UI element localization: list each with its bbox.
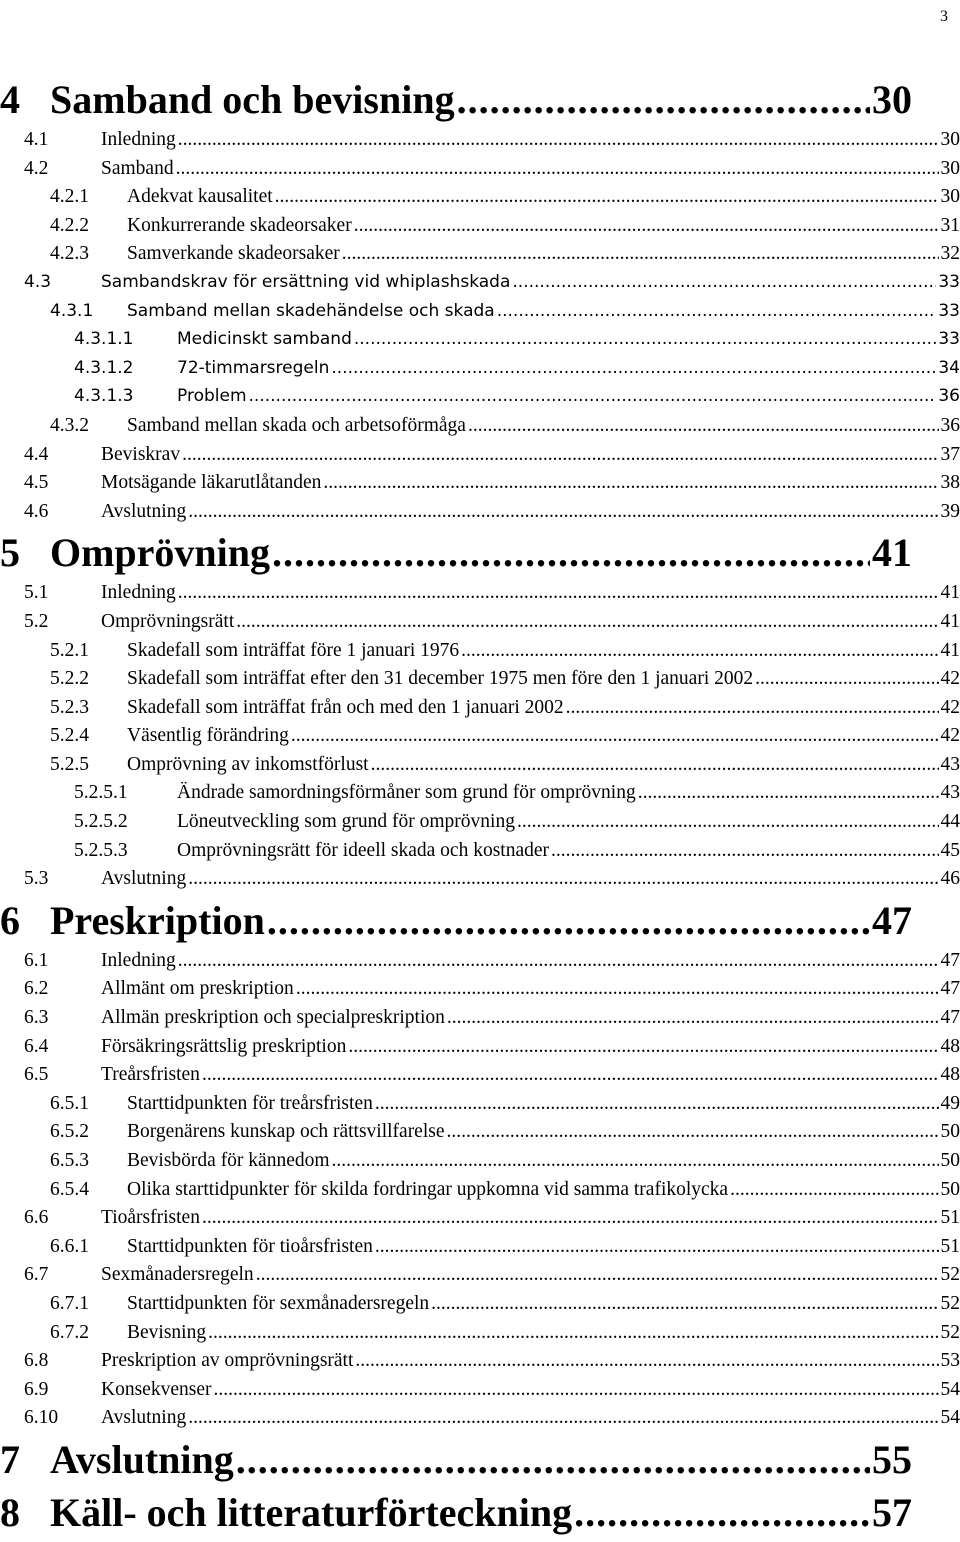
toc-entry[interactable] xyxy=(0,1350,960,1379)
toc-entry-title: Samband och bevisning xyxy=(50,76,457,123)
dot-leader xyxy=(447,1007,939,1029)
toc-entry-number: 6.7.2 xyxy=(50,1322,127,1344)
toc-entry-title: Löneutveckling som grund för omprövning xyxy=(177,811,517,833)
toc-entry-number: 5.2 xyxy=(24,611,101,633)
toc-entry-page: 45 xyxy=(939,840,960,862)
toc-entry-number: 5.2.1 xyxy=(50,640,127,662)
dot-leader xyxy=(188,501,938,523)
toc-entry-number: 4.3.1.1 xyxy=(74,329,177,349)
dot-leader xyxy=(354,329,936,349)
toc-entry-number: 6.5.4 xyxy=(50,1179,127,1201)
table-of-contents xyxy=(0,76,960,1542)
toc-entry-title: Allmän preskription och specialpreskription xyxy=(101,1007,447,1029)
toc-entry-page: 41 xyxy=(870,529,912,576)
dot-leader xyxy=(512,272,936,292)
toc-entry[interactable] xyxy=(0,868,960,897)
toc-entry-number: 5.2.5.1 xyxy=(74,782,177,804)
toc-entry-title: Problem xyxy=(177,386,249,406)
toc-entry-number: 6.7.1 xyxy=(50,1293,127,1315)
toc-entry-number: 8 xyxy=(0,1489,50,1536)
dot-leader xyxy=(182,444,938,466)
toc-entry[interactable] xyxy=(0,158,960,187)
toc-entry-number: 5.2.3 xyxy=(50,697,127,719)
toc-entry-title: Omprövningsrätt för ideell skada och kostnader xyxy=(177,840,551,862)
toc-entry-number: 4.3 xyxy=(24,272,101,292)
toc-chapter-entry[interactable] xyxy=(0,1436,960,1489)
dot-leader xyxy=(461,640,938,662)
dot-leader xyxy=(755,668,938,690)
toc-entry-title: Samband mellan skada och arbetsoförmåga xyxy=(127,415,468,437)
toc-entry-number: 5.2.4 xyxy=(50,725,127,747)
toc-entry-page: 50 xyxy=(939,1150,960,1172)
toc-entry-title: Preskription av omprövningsrätt xyxy=(101,1350,355,1372)
dot-leader xyxy=(249,386,937,406)
toc-entry-page: 47 xyxy=(939,978,960,1000)
toc-entry-number: 6.4 xyxy=(24,1036,101,1058)
toc-entry-title: Tioårsfristen xyxy=(101,1207,202,1229)
toc-entry-title: Sexmånadersregeln xyxy=(101,1264,256,1286)
page-number: 3 xyxy=(940,8,948,26)
toc-entry-number: 4.1 xyxy=(24,129,101,151)
toc-entry-title: Omprövning xyxy=(50,529,272,576)
toc-entry-page: 39 xyxy=(939,501,960,523)
toc-entry-title: Käll- och litteraturförteckning xyxy=(50,1489,574,1536)
toc-entry[interactable] xyxy=(0,329,960,358)
toc-entry-number: 6.6.1 xyxy=(50,1236,127,1258)
toc-entry[interactable] xyxy=(0,1150,960,1179)
toc-chapter-entry[interactable] xyxy=(0,76,960,129)
toc-entry-title: Avslutning xyxy=(50,1436,236,1483)
toc-entry[interactable] xyxy=(0,811,960,840)
toc-entry-title: Avslutning xyxy=(101,1407,188,1429)
dot-leader xyxy=(468,415,939,437)
toc-entry[interactable] xyxy=(0,782,960,811)
toc-entry-page: 42 xyxy=(939,668,960,690)
toc-entry[interactable] xyxy=(0,1121,960,1150)
toc-entry[interactable] xyxy=(0,243,960,272)
toc-entry-number: 4.2.2 xyxy=(50,215,127,237)
toc-entry-number: 7 xyxy=(0,1436,50,1483)
toc-entry-title: Inledning xyxy=(101,950,178,972)
toc-entry-number: 4.4 xyxy=(24,444,101,466)
toc-entry[interactable] xyxy=(0,501,960,530)
dot-leader xyxy=(574,1489,870,1536)
toc-entry-number: 5.1 xyxy=(24,582,101,604)
toc-entry-number: 6.5 xyxy=(24,1064,101,1086)
toc-entry-number: 5.2.5 xyxy=(50,754,127,776)
toc-entry-page: 47 xyxy=(939,1007,960,1029)
toc-chapter-entry[interactable] xyxy=(0,1489,960,1542)
toc-entry-page: 36 xyxy=(939,415,960,437)
toc-entry[interactable] xyxy=(0,472,960,501)
toc-entry-number: 4 xyxy=(0,76,50,123)
toc-entry[interactable] xyxy=(0,1207,960,1236)
toc-entry-number: 4.3.1.3 xyxy=(74,386,177,406)
toc-entry-number: 4.3.1 xyxy=(50,301,127,321)
toc-entry[interactable] xyxy=(0,611,960,640)
toc-entry-title: Beviskrav xyxy=(101,444,182,466)
toc-entry-title: 72-timmarsregeln xyxy=(177,358,331,378)
toc-entry-number: 5 xyxy=(0,529,50,576)
toc-entry-page: 48 xyxy=(939,1064,960,1086)
toc-entry-title: Omprövningsrätt xyxy=(101,611,236,633)
toc-entry-title: Avslutning xyxy=(101,501,188,523)
dot-leader xyxy=(178,129,939,151)
toc-entry[interactable] xyxy=(0,1093,960,1122)
dot-leader xyxy=(354,215,939,237)
toc-entry-number: 6.5.1 xyxy=(50,1093,127,1115)
toc-entry-page: 55 xyxy=(870,1436,912,1483)
toc-entry-page: 30 xyxy=(939,129,960,151)
toc-entry[interactable] xyxy=(0,444,960,473)
dot-leader xyxy=(275,186,939,208)
toc-entry[interactable] xyxy=(0,415,960,444)
toc-entry-page: 42 xyxy=(939,697,960,719)
toc-entry-title: Motsägande läkarutlåtanden xyxy=(101,472,323,494)
toc-entry-page: 41 xyxy=(939,640,960,662)
toc-entry-title: Olika starttidpunkter för skilda fordringar uppkomna vid samma trafikolycka xyxy=(127,1179,730,1201)
dot-leader xyxy=(323,472,938,494)
toc-entry-number: 6.1 xyxy=(24,950,101,972)
dot-leader xyxy=(256,1264,939,1286)
dot-leader xyxy=(431,1293,938,1315)
toc-entry-title: Omprövning av inkomstförlust xyxy=(127,754,371,776)
dot-leader xyxy=(375,1093,939,1115)
toc-entry-title: Konsekvenser xyxy=(101,1379,213,1401)
toc-entry-title: Starttidpunkten för treårsfristen xyxy=(127,1093,375,1115)
dot-leader xyxy=(236,1436,870,1483)
toc-entry[interactable] xyxy=(0,840,960,869)
dot-leader xyxy=(267,897,870,944)
toc-entry-title: Samband mellan skadehändelse och skada xyxy=(127,301,497,321)
toc-entry-title: Ändrade samordningsförmåner som grund för omprövning xyxy=(177,782,638,804)
dot-leader xyxy=(208,1322,938,1344)
dot-leader xyxy=(236,611,938,633)
toc-entry-page: 54 xyxy=(939,1407,960,1429)
toc-entry-page: 51 xyxy=(939,1207,960,1229)
toc-entry-number: 6.6 xyxy=(24,1207,101,1229)
dot-leader xyxy=(517,811,939,833)
toc-entry[interactable] xyxy=(0,1322,960,1351)
toc-entry-title: Väsentlig förändring xyxy=(127,725,291,747)
toc-entry-title: Samverkande skadeorsaker xyxy=(127,243,342,265)
dot-leader xyxy=(355,1350,938,1372)
toc-entry-page: 49 xyxy=(939,1093,960,1115)
toc-entry-page: 37 xyxy=(939,444,960,466)
toc-entry-number: 4.5 xyxy=(24,472,101,494)
dot-leader xyxy=(332,1150,939,1172)
toc-entry-page: 31 xyxy=(939,215,960,237)
dot-leader xyxy=(272,529,870,576)
toc-entry-title: Starttidpunkten för tioårsfristen xyxy=(127,1236,375,1258)
toc-entry-title: Adekvat kausalitet xyxy=(127,186,275,208)
toc-entry-title: Samband xyxy=(101,158,176,180)
toc-entry-title: Bevisning xyxy=(127,1322,208,1344)
toc-entry[interactable] xyxy=(0,697,960,726)
toc-entry-title: Försäkringsrättslig preskription xyxy=(101,1036,348,1058)
toc-entry[interactable] xyxy=(0,1407,960,1436)
dot-leader xyxy=(566,697,939,719)
toc-entry-page: 33 xyxy=(936,272,960,292)
toc-entry[interactable] xyxy=(0,129,960,158)
dot-leader xyxy=(178,950,939,972)
toc-entry-title: Starttidpunkten för sexmånadersregeln xyxy=(127,1293,431,1315)
dot-leader xyxy=(291,725,939,747)
toc-entry[interactable] xyxy=(0,272,960,301)
toc-entry-title: Avslutning xyxy=(101,868,188,890)
toc-entry-title: Skadefall som inträffat efter den 31 december 1975 men före den 1 januari 2002 xyxy=(127,668,755,690)
dot-leader xyxy=(348,1036,938,1058)
toc-entry-title: Medicinskt samband xyxy=(177,329,354,349)
toc-chapter-entry[interactable] xyxy=(0,897,960,950)
dot-leader xyxy=(342,243,939,265)
toc-entry-page: 44 xyxy=(939,811,960,833)
toc-entry-page: 30 xyxy=(939,158,960,180)
toc-entry-page: 52 xyxy=(939,1322,960,1344)
toc-entry-page: 53 xyxy=(939,1350,960,1372)
toc-entry-number: 6.7 xyxy=(24,1264,101,1286)
toc-entry-page: 30 xyxy=(870,76,912,123)
toc-entry-page: 47 xyxy=(870,897,912,944)
toc-entry-number: 6.2 xyxy=(24,978,101,1000)
toc-entry[interactable] xyxy=(0,1179,960,1208)
toc-entry[interactable] xyxy=(0,358,960,387)
toc-entry[interactable] xyxy=(0,186,960,215)
dot-leader xyxy=(371,754,939,776)
dot-leader xyxy=(296,978,939,1000)
toc-entry-title: Borgenärens kunskap och rättsvillfarelse xyxy=(127,1121,447,1143)
toc-entry-page: 46 xyxy=(939,868,960,890)
dot-leader xyxy=(202,1207,939,1229)
toc-entry-number: 4.6 xyxy=(24,501,101,523)
toc-entry-title: Inledning xyxy=(101,582,178,604)
dot-leader xyxy=(213,1379,938,1401)
dot-leader xyxy=(375,1236,939,1258)
toc-entry[interactable] xyxy=(0,1236,960,1265)
toc-entry-page: 42 xyxy=(939,725,960,747)
toc-entry-page: 32 xyxy=(939,243,960,265)
dot-leader xyxy=(457,76,870,123)
toc-entry[interactable] xyxy=(0,582,960,611)
toc-entry-page: 52 xyxy=(939,1293,960,1315)
toc-entry-page: 50 xyxy=(939,1179,960,1201)
toc-entry-number: 5.3 xyxy=(24,868,101,890)
toc-entry-number: 4.3.2 xyxy=(50,415,127,437)
toc-entry-page: 43 xyxy=(939,782,960,804)
toc-entry[interactable] xyxy=(0,301,960,330)
toc-entry-title: Skadefall som inträffat före 1 januari 1976 xyxy=(127,640,461,662)
toc-entry[interactable] xyxy=(0,386,960,415)
toc-entry-number: 4.2.1 xyxy=(50,186,127,208)
toc-entry-title: Inledning xyxy=(101,129,178,151)
toc-entry[interactable] xyxy=(0,668,960,697)
toc-entry[interactable] xyxy=(0,950,960,979)
toc-entry-page: 34 xyxy=(936,358,960,378)
dot-leader xyxy=(202,1064,939,1086)
dot-leader xyxy=(331,358,936,378)
toc-entry[interactable] xyxy=(0,1264,960,1293)
toc-chapter-entry[interactable] xyxy=(0,529,960,582)
toc-entry-number: 4.2 xyxy=(24,158,101,180)
dot-leader xyxy=(730,1179,938,1201)
toc-entry-page: 36 xyxy=(936,386,960,406)
toc-entry-number: 6.5.3 xyxy=(50,1150,127,1172)
toc-entry-number: 5.2.2 xyxy=(50,668,127,690)
toc-entry-number: 6.10 xyxy=(24,1407,101,1429)
toc-entry[interactable] xyxy=(0,1379,960,1408)
dot-leader xyxy=(188,868,938,890)
toc-entry-title: Skadefall som inträffat från och med den 1 januari 2002 xyxy=(127,697,566,719)
toc-entry[interactable] xyxy=(0,978,960,1007)
toc-entry-page: 52 xyxy=(939,1264,960,1286)
toc-entry-page: 38 xyxy=(939,472,960,494)
toc-entry-page: 33 xyxy=(936,329,960,349)
dot-leader xyxy=(638,782,939,804)
toc-entry[interactable] xyxy=(0,1064,960,1093)
dot-leader xyxy=(178,582,939,604)
toc-entry[interactable] xyxy=(0,1036,960,1065)
toc-entry-number: 5.2.5.2 xyxy=(74,811,177,833)
toc-entry-page: 33 xyxy=(936,301,960,321)
dot-leader xyxy=(447,1121,939,1143)
toc-entry-number: 5.2.5.3 xyxy=(74,840,177,862)
toc-entry[interactable] xyxy=(0,215,960,244)
toc-entry-title: Allmänt om preskription xyxy=(101,978,296,1000)
toc-entry-title: Treårsfristen xyxy=(101,1064,202,1086)
toc-entry-number: 4.3.1.2 xyxy=(74,358,177,378)
toc-entry-title: Sambandskrav för ersättning vid whiplashskada xyxy=(101,272,512,292)
toc-entry-page: 57 xyxy=(870,1489,912,1536)
toc-entry-number: 6.8 xyxy=(24,1350,101,1372)
dot-leader xyxy=(176,158,939,180)
dot-leader xyxy=(188,1407,938,1429)
toc-entry-number: 6.5.2 xyxy=(50,1121,127,1143)
toc-entry[interactable] xyxy=(0,725,960,754)
toc-entry-page: 30 xyxy=(939,186,960,208)
toc-entry-number: 4.2.3 xyxy=(50,243,127,265)
toc-entry[interactable] xyxy=(0,754,960,783)
toc-entry-page: 41 xyxy=(939,611,960,633)
toc-entry-number: 6.3 xyxy=(24,1007,101,1029)
toc-entry-title: Konkurrerande skadeorsaker xyxy=(127,215,354,237)
toc-entry-number: 6 xyxy=(0,897,50,944)
toc-entry-page: 41 xyxy=(939,582,960,604)
toc-entry[interactable] xyxy=(0,1293,960,1322)
toc-entry-number: 6.9 xyxy=(24,1379,101,1401)
toc-entry-page: 50 xyxy=(939,1121,960,1143)
dot-leader xyxy=(497,301,937,321)
dot-leader xyxy=(551,840,938,862)
toc-entry[interactable] xyxy=(0,1007,960,1036)
toc-entry-page: 43 xyxy=(939,754,960,776)
toc-entry-page: 47 xyxy=(939,950,960,972)
toc-entry-page: 54 xyxy=(939,1379,960,1401)
toc-entry-page: 48 xyxy=(939,1036,960,1058)
toc-entry-title: Bevisbörda för kännedom xyxy=(127,1150,332,1172)
toc-entry-title: Preskription xyxy=(50,897,267,944)
toc-entry-page: 51 xyxy=(939,1236,960,1258)
toc-entry[interactable] xyxy=(0,640,960,669)
